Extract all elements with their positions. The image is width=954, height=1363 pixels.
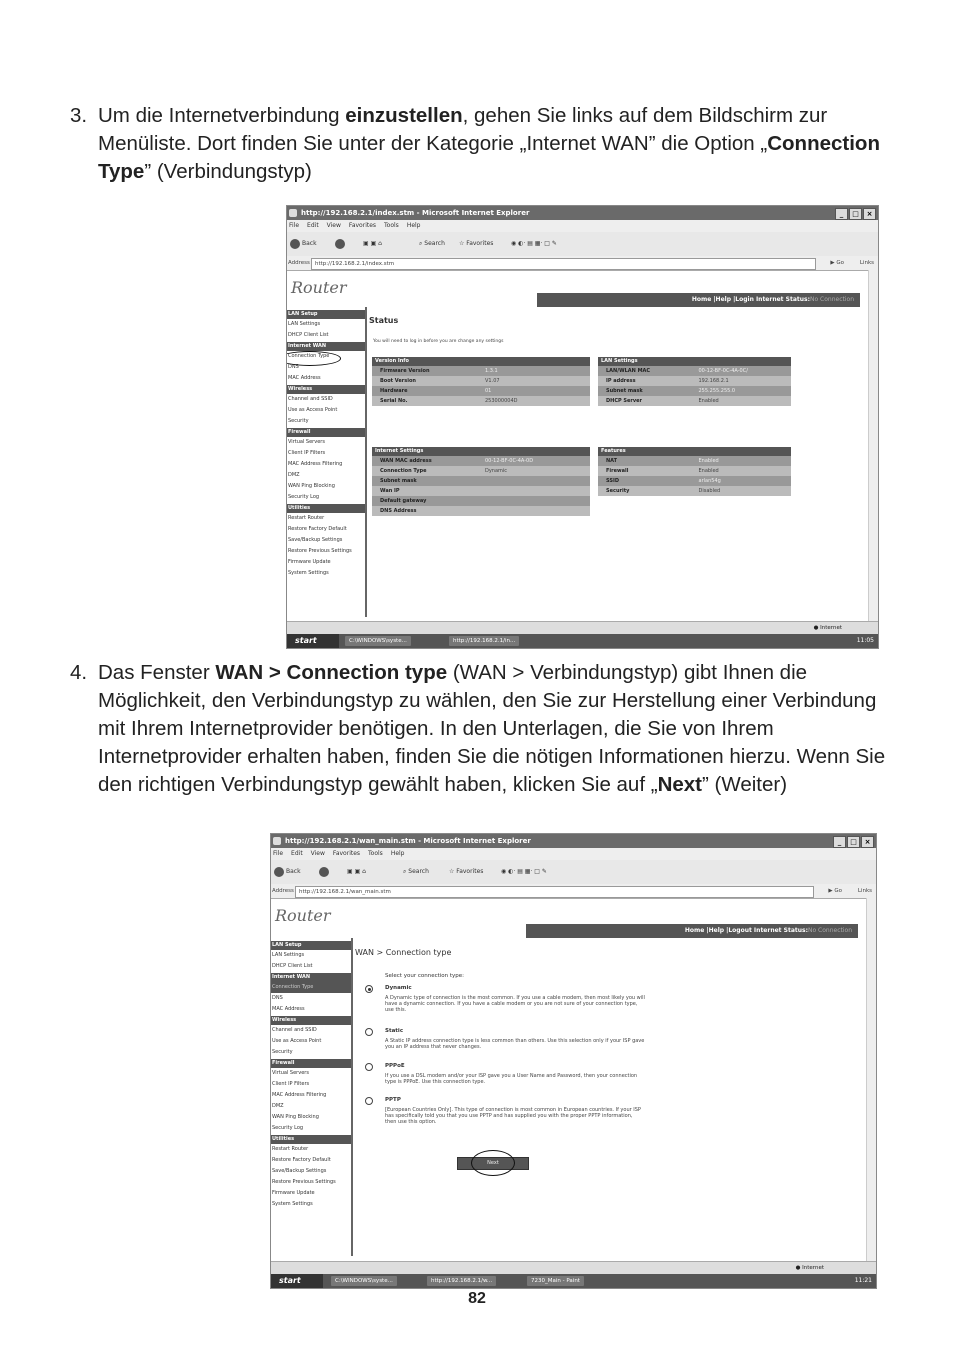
page-title: WAN > Connection type bbox=[355, 948, 452, 957]
taskbar bbox=[271, 1274, 876, 1288]
clock: 11:21 bbox=[854, 1277, 872, 1284]
panel-row bbox=[598, 456, 791, 466]
search-button[interactable]: ⌕ Search bbox=[419, 240, 445, 247]
sidebar-item[interactable]: Use as Access Point bbox=[288, 407, 338, 413]
router-logo: Router bbox=[291, 278, 347, 297]
media-icons[interactable]: ◉ ◐· ▤ ▦· □ ✎ bbox=[501, 868, 547, 875]
taskbar bbox=[287, 634, 878, 648]
stop-icon[interactable]: ▣ ▣ ⌂ bbox=[363, 240, 382, 247]
close-button[interactable]: × bbox=[861, 836, 874, 848]
sidebar-category: LAN Setup bbox=[287, 310, 365, 319]
radio-pptp[interactable] bbox=[365, 1097, 373, 1105]
back-icon bbox=[290, 239, 300, 249]
sidebar-category: Internet WAN bbox=[287, 342, 365, 351]
panel-row bbox=[372, 456, 590, 466]
panel-row bbox=[372, 386, 590, 396]
step-3 bbox=[70, 102, 900, 186]
address-input[interactable]: http://192.168.2.1/index.stm bbox=[311, 258, 816, 270]
sidebar-item[interactable]: WAN Ping Blocking bbox=[272, 1114, 319, 1120]
maximize-button[interactable]: □ bbox=[849, 208, 862, 220]
row-label: DHCP Server bbox=[606, 398, 642, 404]
row-value: arlan54g bbox=[698, 478, 721, 484]
sidebar-category: Firewall bbox=[271, 1059, 351, 1068]
panel-header: Internet Settings bbox=[372, 447, 590, 456]
toolbar bbox=[271, 860, 876, 885]
ie-icon bbox=[273, 837, 281, 845]
sidebar-item[interactable]: Security Log bbox=[288, 494, 320, 500]
panel-row bbox=[372, 476, 590, 486]
screenshot-wan bbox=[270, 833, 877, 1289]
panel-row bbox=[372, 396, 590, 406]
menubar bbox=[287, 220, 878, 232]
panel-header: LAN Settings bbox=[598, 357, 791, 366]
row-label: WAN MAC address bbox=[380, 458, 432, 464]
forward-button[interactable] bbox=[319, 866, 331, 878]
sidebar-item[interactable]: Firmware Update bbox=[288, 559, 331, 565]
sidebar-item[interactable]: Restart Router bbox=[288, 515, 325, 521]
sidebar-item[interactable]: LAN Settings bbox=[288, 321, 321, 327]
sidebar-item[interactable]: Save/Backup Settings bbox=[272, 1168, 327, 1174]
menu-help[interactable]: Help bbox=[406, 222, 421, 229]
sidebar-item[interactable]: DMZ bbox=[288, 472, 300, 478]
row-value: 00-12-BF-0C-4A-0C/ bbox=[698, 368, 748, 374]
router-nav: Home |Help |Logout Internet Status:No Connection bbox=[526, 924, 858, 938]
features-panel bbox=[598, 447, 791, 496]
panel-row bbox=[598, 366, 791, 376]
menu-edit[interactable]: Edit bbox=[291, 850, 303, 857]
task-browser[interactable]: http://192.168.2.1/in... bbox=[449, 636, 519, 646]
sidebar-category: Utilities bbox=[271, 1135, 351, 1144]
sidebar-item[interactable]: Restore Previous Settings bbox=[288, 548, 352, 554]
sidebar-item[interactable]: System Settings bbox=[272, 1201, 313, 1207]
sidebar-item[interactable]: Save/Backup Settings bbox=[288, 537, 343, 543]
panel-row bbox=[372, 466, 590, 476]
links-button[interactable]: Links bbox=[859, 260, 874, 266]
menu-tools[interactable]: Tools bbox=[384, 222, 399, 229]
scrollbar[interactable] bbox=[866, 898, 876, 1262]
task-cmd[interactable]: C:\WINDOWS\syste... bbox=[331, 1276, 397, 1286]
sidebar-category: Internet WAN bbox=[271, 973, 351, 982]
row-value: 1.3.1 bbox=[485, 368, 498, 374]
menu-file[interactable]: File bbox=[289, 222, 300, 229]
sidebar-item[interactable]: Use as Access Point bbox=[272, 1038, 322, 1044]
sidebar-item[interactable]: DNS bbox=[288, 364, 299, 370]
screenshot-status bbox=[286, 205, 879, 649]
row-label: Firmware Version bbox=[380, 368, 430, 374]
sidebar-item[interactable]: Channel and SSID bbox=[288, 396, 333, 402]
router-sidebar bbox=[271, 940, 351, 1210]
stop-icon[interactable]: ▣ ▣ ⌂ bbox=[347, 868, 366, 875]
page-number: 82 bbox=[468, 1290, 486, 1307]
menu-file[interactable]: File bbox=[273, 850, 284, 857]
internet-settings-panel bbox=[372, 447, 590, 516]
panel-row bbox=[598, 386, 791, 396]
step-number: 4. bbox=[70, 661, 88, 684]
address-bar: Address http://192.168.2.1/index.stm ▶ Go Links bbox=[287, 256, 878, 271]
row-label: IP address bbox=[606, 378, 636, 384]
menubar bbox=[271, 848, 876, 860]
row-label: Wan IP bbox=[380, 488, 400, 494]
page-title: Status bbox=[369, 316, 399, 325]
forward-button[interactable] bbox=[335, 238, 347, 250]
menu-favorites[interactable]: Favorites bbox=[332, 850, 361, 857]
panel-row bbox=[372, 486, 590, 496]
radio-dynamic[interactable] bbox=[365, 985, 373, 993]
panel-row bbox=[372, 376, 590, 386]
row-label: Serial No. bbox=[380, 398, 408, 404]
sidebar-item[interactable]: Security Log bbox=[272, 1125, 304, 1131]
router-logo: Router bbox=[275, 906, 331, 925]
panel-row bbox=[372, 506, 590, 516]
row-label: Connection Type bbox=[380, 468, 427, 474]
sidebar-item[interactable]: Restore Previous Settings bbox=[272, 1179, 336, 1185]
back-button[interactable]: Back bbox=[274, 866, 301, 878]
select-prompt: Select your connection type: bbox=[385, 973, 465, 979]
go-button[interactable]: ▶ Go bbox=[828, 888, 842, 894]
back-icon bbox=[274, 867, 284, 877]
row-label: Default gateway bbox=[380, 498, 427, 504]
internet-zone: ● Internet bbox=[813, 625, 842, 631]
row-value: Disabled bbox=[698, 488, 721, 494]
panel-row bbox=[598, 486, 791, 496]
sidebar-item[interactable]: DHCP Client List bbox=[288, 332, 329, 338]
ie-icon bbox=[289, 209, 297, 217]
start-button[interactable]: start bbox=[287, 634, 339, 648]
sidebar-item[interactable]: Client IP Filters bbox=[288, 450, 326, 456]
favorites-button[interactable]: ☆ Favorites bbox=[459, 240, 494, 247]
sidebar-item[interactable]: Connection Type bbox=[288, 353, 330, 359]
highlight-circle bbox=[471, 1150, 515, 1176]
router-nav: Home |Help |Login Internet Status:No Connection bbox=[537, 293, 860, 307]
forward-icon bbox=[335, 239, 345, 249]
sidebar-item[interactable]: Connection Type bbox=[271, 982, 351, 993]
sidebar-item[interactable]: Restore Factory Default bbox=[272, 1157, 331, 1163]
window-titlebar: http://192.168.2.1/wan_main.stm - Microsoft Internet Explorer _ □ × bbox=[271, 834, 876, 848]
step-number: 3. bbox=[70, 104, 88, 127]
sidebar-item[interactable]: Channel and SSID bbox=[272, 1027, 317, 1033]
row-value: 255.255.255.0 bbox=[698, 388, 736, 394]
row-value: 00-12-BF-0C-4A-0D bbox=[485, 458, 534, 464]
login-note: You will need to log in before you are change any settings bbox=[373, 339, 504, 344]
step-text: Das Fenster WAN > Connection type (WAN > Verbindungstyp) gibt Ihnen die Möglichkeit, den Verbindungstyp zu wählen, den Sie zur Herstellung einer Verbindung mit Ihrem Internetprovider benötigen. In den Unterlagen, die Sie von Ihrem Internetprovider erhalten haben, finden Sie die nötigen Informationen hierzu. Wenn Sie den richtigen Verbindungstyp gewählt haben, klicken Sie auf „Next” (Weiter) bbox=[98, 661, 886, 796]
sidebar-item[interactable]: Client IP Filters bbox=[272, 1081, 310, 1087]
row-label: NAT bbox=[606, 458, 618, 464]
row-label: Firewall bbox=[606, 468, 629, 474]
row-value: 01 bbox=[485, 388, 492, 394]
back-button[interactable]: Back bbox=[290, 238, 317, 250]
row-label: Subnet mask bbox=[606, 388, 643, 394]
sidebar-item[interactable]: MAC Address bbox=[288, 375, 321, 381]
sidebar-item[interactable]: Firmware Update bbox=[272, 1190, 315, 1196]
sidebar-divider bbox=[365, 307, 367, 617]
row-value bbox=[485, 476, 590, 486]
row-label: Boot Version bbox=[380, 378, 416, 384]
row-label: DNS Address bbox=[380, 508, 417, 514]
address-bar: Address http://192.168.2.1/wan_main.stm ▶ Go Links bbox=[271, 884, 876, 899]
sidebar-category: Wireless bbox=[271, 1016, 351, 1025]
row-value: Enabled bbox=[698, 398, 719, 404]
status-bar bbox=[287, 621, 878, 634]
sidebar-item[interactable]: Virtual Servers bbox=[272, 1070, 309, 1076]
task-paint[interactable]: 7230_Main - Paint bbox=[527, 1276, 584, 1286]
menu-view[interactable]: View bbox=[326, 222, 341, 229]
row-value bbox=[485, 496, 590, 506]
minimize-button[interactable]: _ bbox=[833, 836, 846, 848]
radio-pppoe[interactable] bbox=[365, 1063, 373, 1071]
panel-row bbox=[598, 396, 791, 406]
sidebar-item[interactable]: WAN Ping Blocking bbox=[288, 483, 335, 489]
lan-settings-panel bbox=[598, 357, 791, 406]
menu-tools[interactable]: Tools bbox=[368, 850, 383, 857]
router-sidebar bbox=[287, 309, 365, 579]
sidebar-item[interactable]: Restore Factory Default bbox=[288, 526, 347, 532]
row-value: 192.168.2.1 bbox=[698, 378, 729, 384]
sidebar-item[interactable]: System Settings bbox=[288, 570, 329, 576]
toolbar bbox=[287, 232, 878, 257]
panel-row bbox=[372, 366, 590, 376]
menu-view[interactable]: View bbox=[310, 850, 325, 857]
sidebar-divider bbox=[351, 938, 353, 1256]
next-button[interactable]: Next bbox=[457, 1157, 529, 1170]
minimize-button[interactable]: _ bbox=[835, 208, 848, 220]
panel-row bbox=[598, 476, 791, 486]
step-text: Um die Internetverbindung einzustellen, gehen Sie links auf dem Bildschirm zur Menüliste. Dort finden Sie unter der Kategorie „Internet WAN” die Option „Connection Type” (Verbindungstyp) bbox=[98, 104, 880, 183]
row-value: Enabled bbox=[698, 458, 719, 464]
maximize-button[interactable]: □ bbox=[847, 836, 860, 848]
sidebar-item[interactable]: DMZ bbox=[272, 1103, 284, 1109]
menu-edit[interactable]: Edit bbox=[307, 222, 319, 229]
sidebar-item[interactable]: Security bbox=[288, 418, 309, 424]
row-value: V1.07 bbox=[485, 378, 500, 384]
row-label: Subnet mask bbox=[380, 478, 417, 484]
favorites-button[interactable]: ☆ Favorites bbox=[449, 868, 484, 875]
menu-favorites[interactable]: Favorites bbox=[348, 222, 377, 229]
sidebar-item[interactable]: Security bbox=[272, 1049, 293, 1055]
row-label: Hardware bbox=[380, 388, 408, 394]
sidebar-category: LAN Setup bbox=[271, 941, 351, 950]
media-icons[interactable]: ◉ ◐· ▤ ▦· □ ✎ bbox=[511, 240, 557, 247]
sidebar-item[interactable]: DHCP Client List bbox=[272, 963, 313, 969]
task-cmd[interactable]: C:\WINDOWS\syste... bbox=[345, 636, 411, 646]
sidebar-item[interactable]: MAC Address Filtering bbox=[272, 1092, 327, 1098]
clock: 11:05 bbox=[856, 637, 874, 644]
sidebar-category: Utilities bbox=[287, 504, 365, 513]
task-browser[interactable]: http://192.168.2.1/w... bbox=[427, 1276, 496, 1286]
panel-row bbox=[598, 466, 791, 476]
version-info-panel bbox=[372, 357, 590, 406]
row-label: SSID bbox=[606, 478, 619, 484]
connection-type-form: Select your connection type: Dynamic A Dynamic type of connection is the most common. If you use a cable modem, then most likely you will have a dynamic connection. If you have a cable modem or you are not sure of your connection type, use this. Static A Static IP address connection type is less common than others. Use this selection only if your ISP gave you an IP address that never changes. PPPoE If you use a DSL modem and/or your ISP gave you a User Name and Password, then your connection type is PPPoE. Use this connection type. PPTP [European Countries Only]. This type of connection is most common in European countries. If your ISP has specifically told you that you use PPTP and has supplied you with the proper PPTP information, then use this option. bbox=[365, 973, 685, 1173]
sidebar-category: Firewall bbox=[287, 428, 365, 437]
panel-row bbox=[372, 496, 590, 506]
radio-static[interactable] bbox=[365, 1028, 373, 1036]
panel-row bbox=[598, 376, 791, 386]
row-value bbox=[485, 486, 590, 496]
sidebar-item[interactable]: Virtual Servers bbox=[288, 439, 325, 445]
scrollbar[interactable] bbox=[868, 270, 878, 622]
sidebar-item[interactable]: LAN Settings bbox=[272, 952, 305, 958]
sidebar-item[interactable]: DNS bbox=[272, 995, 283, 1001]
row-value: Dynamic bbox=[485, 468, 508, 474]
sidebar-item[interactable]: MAC Address Filtering bbox=[288, 461, 343, 467]
forward-icon bbox=[319, 867, 329, 877]
window-titlebar: http://192.168.2.1/index.stm - Microsoft Internet Explorer _ □ × bbox=[287, 206, 878, 220]
sidebar-item[interactable]: MAC Address bbox=[272, 1006, 305, 1012]
panel-header: Version Info bbox=[372, 357, 590, 366]
row-label: LAN/WLAN MAC bbox=[606, 368, 651, 374]
close-button[interactable]: × bbox=[863, 208, 876, 220]
sidebar-category: Wireless bbox=[287, 385, 365, 394]
status-bar bbox=[271, 1261, 876, 1274]
step-4 bbox=[70, 659, 900, 799]
sidebar-item[interactable]: Restart Router bbox=[272, 1146, 309, 1152]
links-button[interactable]: Links bbox=[857, 888, 872, 894]
go-button[interactable]: ▶ Go bbox=[830, 260, 844, 266]
start-button[interactable]: start bbox=[271, 1274, 323, 1288]
row-value: 253000004D bbox=[485, 398, 518, 404]
row-label: Security bbox=[606, 488, 630, 494]
menu-help[interactable]: Help bbox=[390, 850, 405, 857]
search-button[interactable]: ⌕ Search bbox=[403, 868, 429, 875]
address-input[interactable]: http://192.168.2.1/wan_main.stm bbox=[295, 886, 814, 898]
row-value: Enabled bbox=[698, 468, 719, 474]
internet-zone: ● Internet bbox=[795, 1265, 824, 1271]
panel-header: Features bbox=[598, 447, 791, 456]
row-value bbox=[485, 506, 590, 516]
